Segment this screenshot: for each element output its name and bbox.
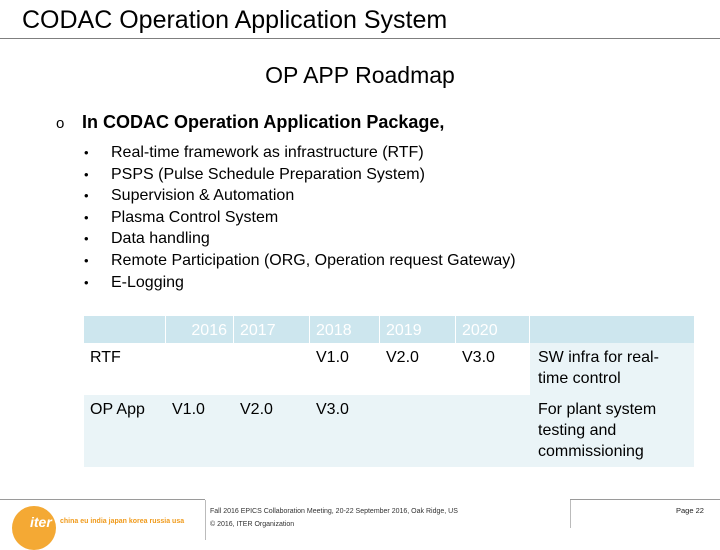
row-note-rtf: SW infra for real-time control — [530, 343, 694, 395]
row-label-op-app: OP App — [84, 395, 166, 467]
bullet-dot: • — [84, 231, 89, 247]
list-item — [84, 207, 516, 229]
list-item — [84, 164, 516, 186]
roadmap-table — [84, 316, 696, 468]
bullet-dot: • — [84, 274, 89, 290]
bullet-dot: • — [84, 166, 89, 182]
roadmap-cell: V1.0 — [316, 349, 349, 366]
logo-text: iter — [30, 514, 52, 530]
footer-separator — [570, 500, 571, 528]
list-item-text: PSPS (Pulse Schedule Preparation System) — [111, 165, 425, 183]
meeting-info: Fall 2016 EPICS Collaboration Meeting, 20-22 September 2016, Oak Ridge, US — [210, 508, 458, 515]
slide-title: CODAC Operation Application System — [22, 6, 448, 34]
bullet-dot: • — [84, 188, 89, 204]
list-item — [84, 142, 516, 164]
copyright: © 2016, ITER Organization — [210, 521, 295, 528]
roadmap-header-blank — [84, 316, 166, 343]
list-item — [84, 272, 516, 294]
bullet-dot: • — [84, 252, 89, 268]
roadmap-cell: V2.0 — [234, 395, 310, 467]
roadmap-cell: V1.0 — [166, 395, 234, 467]
list-item-text: Supervision & Automation — [111, 187, 295, 205]
title-divider — [0, 38, 720, 39]
footer-rule-left — [0, 499, 205, 500]
partner-countries: china eu india japan korea russia usa — [60, 518, 185, 525]
list-item-text: E-Logging — [111, 273, 184, 291]
year-header: 2017 — [234, 316, 310, 343]
footer-separator — [205, 500, 206, 540]
roadmap-cell — [166, 343, 234, 395]
list-item-text: Remote Participation (ORG, Operation request Gateway) — [111, 251, 516, 269]
list-item-text: Plasma Control System — [111, 208, 279, 226]
package-list — [84, 142, 516, 293]
list-item — [84, 185, 516, 207]
year-header: 2016 — [166, 316, 234, 343]
bullet-dot: • — [84, 209, 89, 225]
footer-rule-right — [570, 499, 720, 500]
list-item — [84, 250, 516, 272]
roadmap-cell: V2.0 — [386, 349, 419, 366]
year-header: 2018 — [310, 316, 380, 343]
roadmap-cell — [234, 343, 310, 395]
row-note-op-app: For plant system testing and commissioning — [530, 395, 694, 467]
main-bullet-text: In CODAC Operation Application Package, — [82, 112, 445, 132]
list-item-text: Real-time framework as infrastructure (RTF) — [111, 144, 424, 161]
year-header: 2020 — [456, 316, 530, 343]
bullet-dot: • — [84, 145, 89, 160]
roadmap-cell — [380, 395, 456, 467]
slide-subtitle: OP APP Roadmap — [265, 62, 455, 88]
roadmap-cell: V3.0 — [462, 349, 495, 366]
roadmap-cell: V3.0 — [310, 395, 380, 467]
page-number: Page 22 — [676, 506, 704, 515]
note-header-blank — [530, 316, 694, 343]
list-item-text: Data handling — [111, 230, 210, 248]
roadmap-cell — [456, 395, 530, 467]
main-bullet-marker: o — [56, 115, 65, 132]
list-item — [84, 228, 516, 250]
row-label-rtf: RTF — [90, 349, 121, 366]
year-header: 2019 — [380, 316, 456, 343]
main-bullet — [56, 112, 444, 133]
